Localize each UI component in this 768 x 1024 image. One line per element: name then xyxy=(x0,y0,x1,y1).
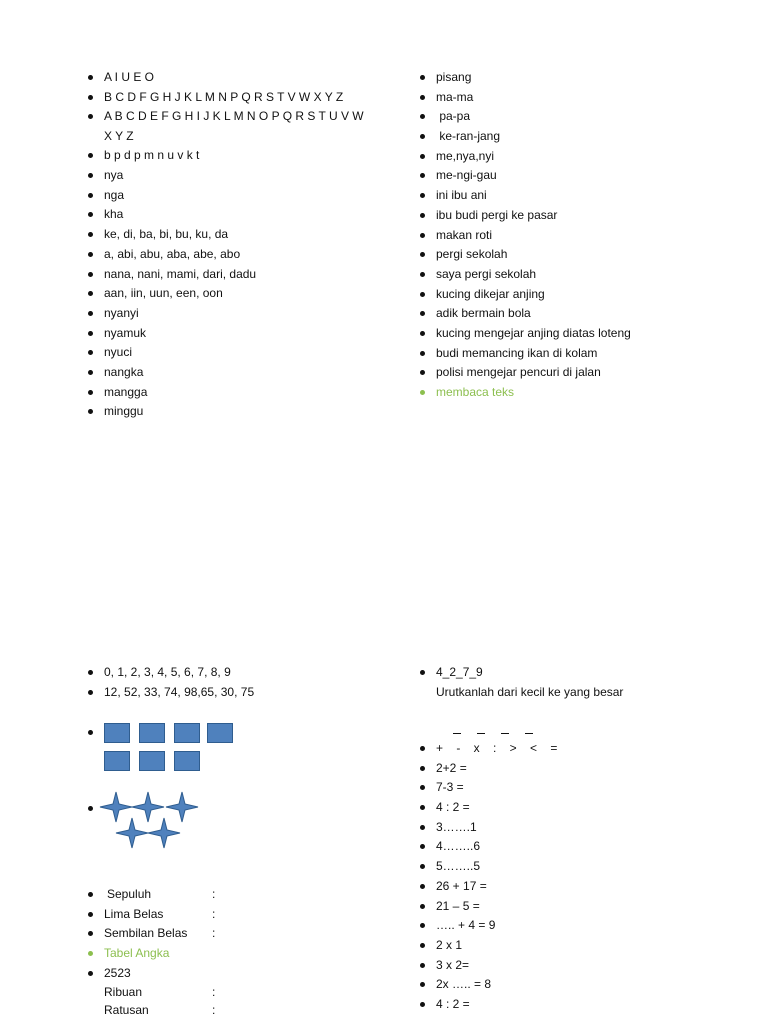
list-item: 21 – 5 = xyxy=(436,897,557,917)
math-list xyxy=(436,739,557,1015)
list-item: kucing dikejar anjing xyxy=(436,285,631,305)
list-item: 5……..5 xyxy=(436,857,557,877)
list-item: pisang xyxy=(436,68,631,88)
colon-separator: : xyxy=(212,887,216,901)
list-item: 2x ….. = 8 xyxy=(436,975,557,995)
list-item: ke-ran-jang xyxy=(436,127,631,147)
list-item: nya xyxy=(104,166,364,186)
list-item: A I U E O xyxy=(104,68,364,88)
list-item: 4 : 2 = xyxy=(436,798,557,818)
blue-square-icon xyxy=(207,723,233,743)
list-item: Sepuluh : xyxy=(104,885,244,905)
list-item: A B C D E F G H I J K L M N O P Q R S T U V W X Y Z xyxy=(104,107,364,146)
blue-square-icon xyxy=(139,723,165,743)
list-item: me,nya,nyi xyxy=(436,147,631,167)
list-item: me-ngi-gau xyxy=(436,166,631,186)
instruction-text: Urutkanlah dari kecil ke yang besar xyxy=(436,684,624,699)
list-item: ini ibu ani xyxy=(436,186,631,206)
list-item: 12, 52, 33, 74, 98,65, 30, 75 xyxy=(104,683,254,703)
list-item: mangga xyxy=(104,383,364,403)
list-item: a, abi, abu, aba, abe, abo xyxy=(104,245,364,265)
list-item: polisi mengejar pencuri di jalan xyxy=(436,363,631,383)
list-item: 3…….1 xyxy=(436,818,557,838)
list-item: kucing mengejar anjing diatas loteng xyxy=(436,324,631,344)
list-item: nyanyi xyxy=(104,304,364,324)
list-item: 0, 1, 2, 3, 4, 5, 6, 7, 8, 9 xyxy=(104,663,254,683)
list-item: aan, iin, uun, een, oon xyxy=(104,284,364,304)
blue-square-icon xyxy=(174,723,200,743)
list-item: minggu xyxy=(104,402,364,422)
four-point-star-icon xyxy=(132,792,164,822)
list-item: 7-3 = xyxy=(436,778,557,798)
four-point-star-icon xyxy=(166,792,198,822)
list-item: b p d p m n u v k t xyxy=(104,146,364,166)
list-item: nana, nani, mami, dari, dadu xyxy=(104,265,364,285)
list-item: ke, di, ba, bi, bu, ku, da xyxy=(104,225,364,245)
sequence-block xyxy=(436,663,623,702)
list-item: 2+2 = xyxy=(436,759,557,779)
top-right-list xyxy=(436,68,631,403)
colon-separator: : xyxy=(212,985,216,1000)
list-item: 4……..6 xyxy=(436,837,557,857)
list-item: nyamuk xyxy=(104,324,364,344)
number-list xyxy=(104,663,254,702)
bullet xyxy=(88,730,93,735)
list-item: nangka xyxy=(104,363,364,383)
list-item: budi memancing ikan di kolam xyxy=(436,344,631,364)
four-point-star-icon xyxy=(116,818,148,848)
blue-square-icon xyxy=(104,751,130,771)
list-item: 3 x 2= xyxy=(436,956,557,976)
blue-square-icon xyxy=(139,751,165,771)
list-item: saya pergi sekolah xyxy=(436,265,631,285)
list-item: ma-ma xyxy=(436,88,631,108)
list-item: ibu budi pergi ke pasar xyxy=(436,206,631,226)
list-item: pa-pa xyxy=(436,107,631,127)
top-left-list xyxy=(104,68,364,422)
list-item: B C D F G H J K L M N P Q R S T V W X Y Z xyxy=(104,88,364,108)
bullet xyxy=(88,806,93,811)
blue-square-icon xyxy=(104,723,130,743)
colon-separator: : xyxy=(212,1003,216,1018)
list-item: 2523 xyxy=(104,964,244,984)
colon-separator: : xyxy=(212,926,216,941)
blue-square-icon xyxy=(174,751,200,771)
list-item-highlight: membaca teks xyxy=(436,383,631,403)
list-item: ….. + 4 = 9 xyxy=(436,916,557,936)
list-item: makan roti xyxy=(436,226,631,246)
four-point-star-icon xyxy=(148,818,180,848)
four-point-star-icon xyxy=(100,792,132,822)
list-item: 2 x 1 xyxy=(436,936,557,956)
list-item-highlight: Tabel Angka xyxy=(104,944,244,964)
list-item: pergi sekolah xyxy=(436,245,631,265)
place-value-label: Ribuan : xyxy=(104,985,216,1000)
list-item: 4 : 2 = xyxy=(436,995,557,1015)
list-item: nyuci xyxy=(104,343,364,363)
list-item: Sembilan Belas : xyxy=(104,924,244,944)
colon-separator: : xyxy=(212,906,216,921)
list-item: nga xyxy=(104,186,364,206)
place-value-label: Ratusan : xyxy=(104,1003,216,1018)
operators-item: + - x : > < = xyxy=(436,739,557,759)
list-item: Lima Belas : xyxy=(104,905,244,925)
list-item: kha xyxy=(104,205,364,225)
number-words-list xyxy=(104,885,244,1019)
sequence-item: 4_2_7_9 xyxy=(436,663,623,683)
list-item: 26 + 17 = xyxy=(436,877,557,897)
list-item: adik bermain bola xyxy=(436,304,631,324)
stars-figure xyxy=(98,790,202,850)
